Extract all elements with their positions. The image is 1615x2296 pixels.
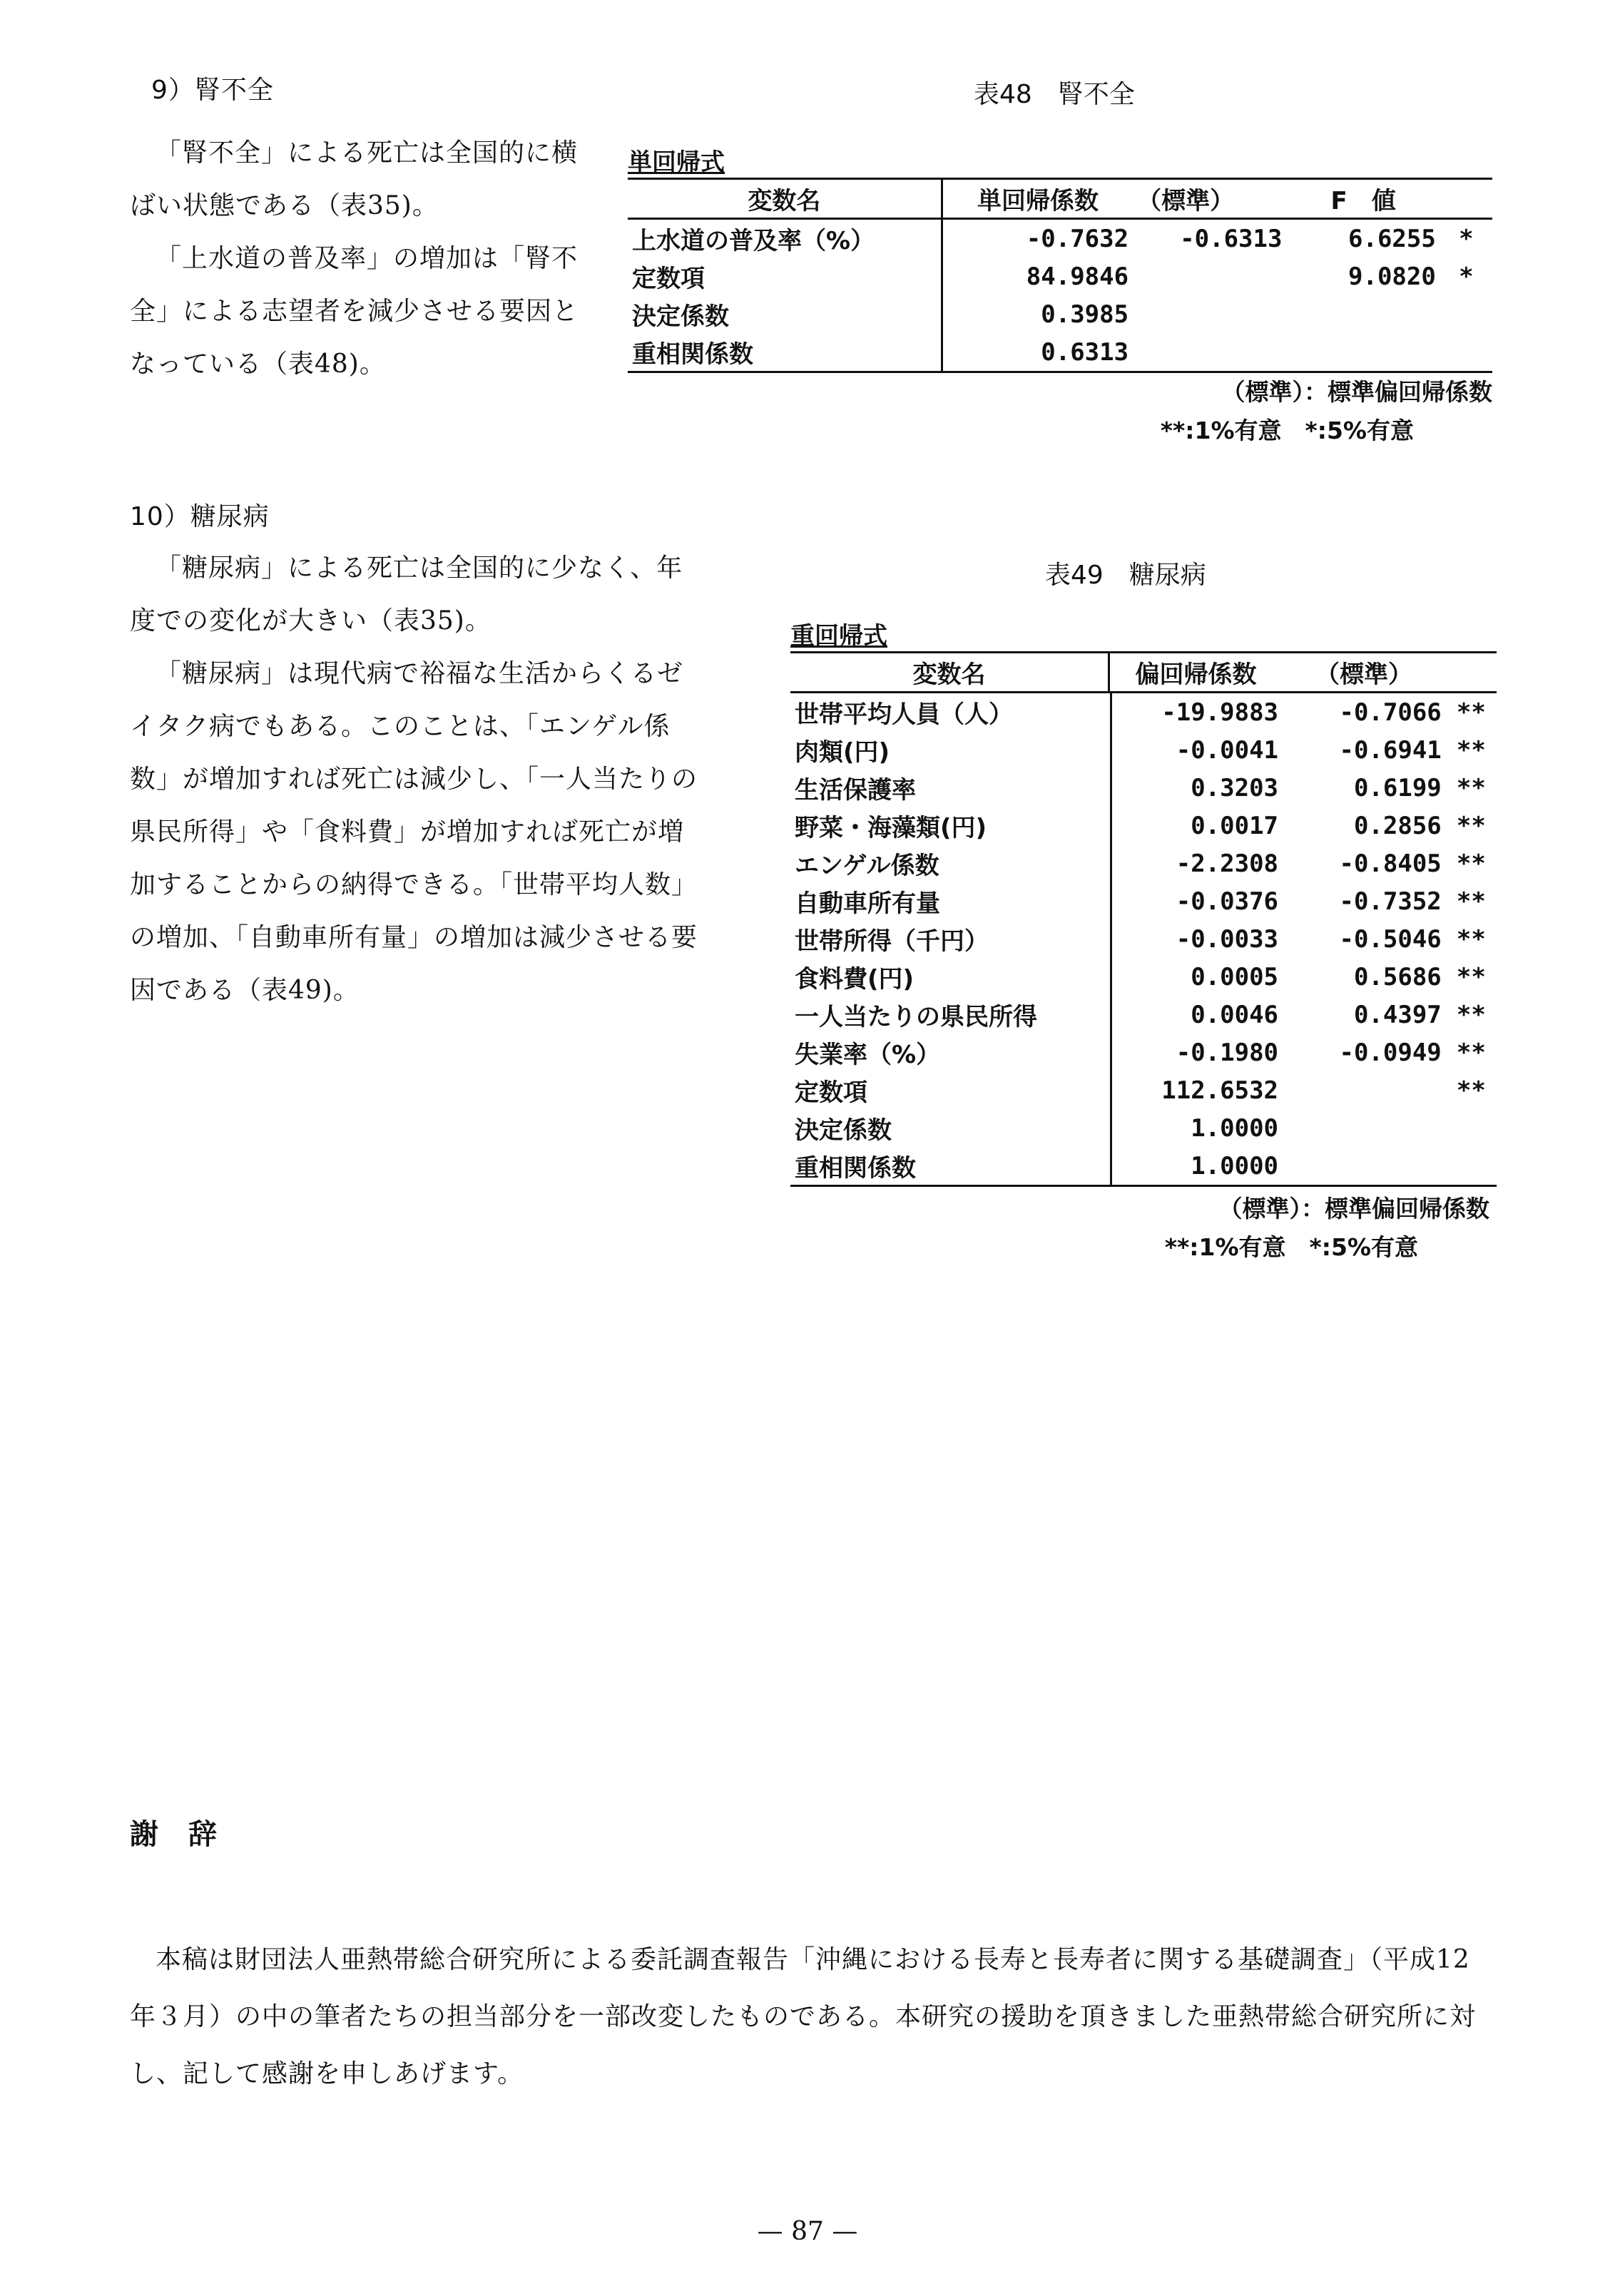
row-coef: 0.3203 <box>1191 773 1279 802</box>
row-sig <box>1440 295 1492 333</box>
row-sig: * <box>1459 262 1474 291</box>
table-row <box>790 1034 1497 1071</box>
row-coef: 112.6532 <box>1161 1076 1279 1105</box>
row-std: -0.6941 <box>1339 735 1442 765</box>
table-row <box>790 1147 1497 1186</box>
section-10-text <box>130 542 700 1017</box>
row-std: -0.5046 <box>1339 924 1442 954</box>
row-name: 生活保護率 <box>790 769 1111 807</box>
row-coef: 0.3985 <box>1041 300 1129 329</box>
row-name: 決定係数 <box>628 295 942 333</box>
row-std <box>1133 333 1286 372</box>
section-10-heading: 10）糖尿病 <box>130 502 270 531</box>
row-f: 6.6255 <box>1348 224 1436 253</box>
table-48-caption: 表48 腎不全 <box>974 80 1135 109</box>
row-coef: -19.9883 <box>1161 698 1279 727</box>
table-row <box>790 958 1497 996</box>
table-48 <box>628 143 1492 450</box>
table-48-header-f: F 値 <box>1286 179 1440 219</box>
row-std: 0.4397 <box>1353 1000 1442 1029</box>
row-f <box>1286 295 1440 333</box>
table-row <box>790 996 1497 1034</box>
table-48-header-name: 変数名 <box>628 179 942 219</box>
row-sig <box>1440 333 1492 372</box>
row-coef: -0.7632 <box>1026 224 1129 253</box>
row-coef: -0.1980 <box>1176 1038 1279 1067</box>
row-name: エンゲル係数 <box>790 845 1111 882</box>
row-sig: ** <box>1456 1038 1486 1067</box>
section-9-text <box>130 127 581 391</box>
row-sig: ** <box>1456 773 1486 802</box>
section-9-para-1: 「腎不全」による死亡は全国的に横ばい状態である（表35)。 <box>130 138 579 220</box>
row-sig: ** <box>1456 887 1486 916</box>
row-sig: ** <box>1456 811 1486 840</box>
row-coef: -0.0033 <box>1176 924 1279 954</box>
table-49-header-std: （標準） <box>1282 653 1446 693</box>
row-coef: 0.0017 <box>1191 811 1279 840</box>
row-sig <box>1446 1109 1497 1147</box>
table-49-header-sig <box>1446 653 1497 693</box>
row-name: 定数項 <box>790 1071 1111 1109</box>
table-49-grid <box>790 651 1497 693</box>
row-coef: -0.0041 <box>1176 735 1279 765</box>
row-std: 0.2856 <box>1353 811 1442 840</box>
table-49-note-1: （標準）：標準偏回帰係数 <box>1218 1195 1489 1223</box>
row-coef: -2.2308 <box>1176 849 1279 878</box>
table-row <box>790 920 1497 958</box>
row-std <box>1283 1147 1446 1186</box>
row-sig: ** <box>1456 924 1486 954</box>
row-name: 食料費(円) <box>790 958 1111 996</box>
row-coef: -0.0376 <box>1176 887 1279 916</box>
row-name: 野菜・海藻類(円) <box>790 807 1111 845</box>
row-std <box>1133 295 1286 333</box>
row-name: 世帯平均人員（人） <box>790 693 1111 731</box>
row-std: -0.6313 <box>1180 224 1283 253</box>
row-sig: ** <box>1456 735 1486 765</box>
table-49-caption: 表49 糖尿病 <box>1045 561 1206 590</box>
table-48-note-2: **:1%有意 *:5%有意 <box>1160 417 1414 444</box>
row-coef: 84.9846 <box>1026 262 1129 291</box>
row-sig: ** <box>1456 698 1486 727</box>
row-sig: * <box>1459 224 1474 253</box>
row-f: 9.0820 <box>1348 262 1436 291</box>
section-10-para-2: 「糖尿病」は現代病で裕福な生活からくるゼイタク病でもある。このことは、「エンゲル係数」が増加すれば死亡は減少し、「一人当たりの県民所得」や「食料費」が増加すれば死亡が増加することからの納得できる。「世帯平均人数」の増加、「自動車所有量」の増加は減少させる要因である（表49)。 <box>130 659 698 1005</box>
row-std: -0.0949 <box>1339 1038 1442 1067</box>
row-std: 0.6199 <box>1353 773 1442 802</box>
row-std: -0.7352 <box>1339 887 1442 916</box>
table-49-title: 重回帰式 <box>790 622 887 650</box>
table-row <box>790 1109 1497 1147</box>
table-row <box>628 333 1492 372</box>
row-name: 重相関係数 <box>790 1147 1111 1186</box>
row-name: 自動車所有量 <box>790 882 1111 920</box>
table-48-header-std: （標準） <box>1133 179 1286 219</box>
table-48-header-sig <box>1440 179 1492 219</box>
row-name: 肉類(円) <box>790 731 1111 769</box>
table-48-note-1: （標準）：標準偏回帰係数 <box>1221 378 1492 406</box>
acknowledgement-text <box>130 1932 1496 2103</box>
table-48-grid <box>628 178 1492 373</box>
row-coef: 0.6313 <box>1041 337 1129 367</box>
row-name: 決定係数 <box>790 1109 1111 1147</box>
row-f <box>1286 333 1440 372</box>
table-49-body <box>790 693 1497 1187</box>
row-sig: ** <box>1456 1076 1486 1105</box>
row-sig: ** <box>1456 962 1486 991</box>
row-std: -0.8405 <box>1339 849 1442 878</box>
table-row <box>628 257 1492 295</box>
row-std <box>1283 1109 1446 1147</box>
row-sig: ** <box>1456 849 1486 878</box>
row-sig <box>1446 1147 1497 1186</box>
table-row <box>628 219 1492 258</box>
table-49-note-2: **:1%有意 *:5%有意 <box>1164 1233 1418 1261</box>
row-coef: 1.0000 <box>1191 1151 1279 1180</box>
acknowledgement-paragraph: 本稿は財団法人亜熱帯総合研究所による委託調査報告「沖縄における長寿と長寿者に関する基礎調査」（平成12年３月）の中の筆者たちの担当部分を一部改変したものである。本研究の援助を頂きました亜熱帯総合研究所に対し、記して感謝を申しあげます。 <box>130 1945 1477 2088</box>
table-row <box>790 807 1497 845</box>
table-row <box>790 769 1497 807</box>
table-48-header-coef: 単回帰係数 <box>942 179 1133 219</box>
row-coef: 0.0005 <box>1191 962 1279 991</box>
section-10-para-1: 「糖尿病」による死亡は全国的に少なく、年度での変化が大きい（表35)。 <box>130 553 683 636</box>
row-name: 世帯所得（千円） <box>790 920 1111 958</box>
row-name: 失業率（%） <box>790 1034 1111 1071</box>
table-row <box>790 1071 1497 1109</box>
row-coef: 1.0000 <box>1191 1113 1279 1143</box>
table-49 <box>790 616 1497 1267</box>
row-name: 一人当たりの県民所得 <box>790 996 1111 1034</box>
table-row <box>790 845 1497 882</box>
row-std: 0.5686 <box>1353 962 1442 991</box>
row-name: 定数項 <box>628 257 942 295</box>
row-std <box>1283 1071 1446 1109</box>
table-48-title: 単回帰式 <box>628 148 725 177</box>
row-coef: 0.0046 <box>1191 1000 1279 1029</box>
row-name: 上水道の普及率（%） <box>628 219 942 258</box>
row-name: 重相関係数 <box>628 333 942 372</box>
table-49-header-name: 変数名 <box>790 653 1109 693</box>
table-row <box>628 295 1492 333</box>
row-std <box>1133 257 1286 295</box>
section-9-heading: 9）腎不全 <box>151 76 274 105</box>
page-number: — 87 — <box>757 2217 858 2246</box>
table-49-header-coef: 偏回帰係数 <box>1109 653 1282 693</box>
table-row <box>790 693 1497 731</box>
row-std: -0.7066 <box>1339 698 1442 727</box>
acknowledgement-heading: 謝 辞 <box>130 1818 218 1851</box>
table-row <box>790 731 1497 769</box>
section-9-para-2: 「上水道の普及率」の増加は「腎不全」による志望者を減少させる要因となっている（表48)。 <box>130 244 579 379</box>
table-row <box>790 882 1497 920</box>
row-sig: ** <box>1456 1000 1486 1029</box>
